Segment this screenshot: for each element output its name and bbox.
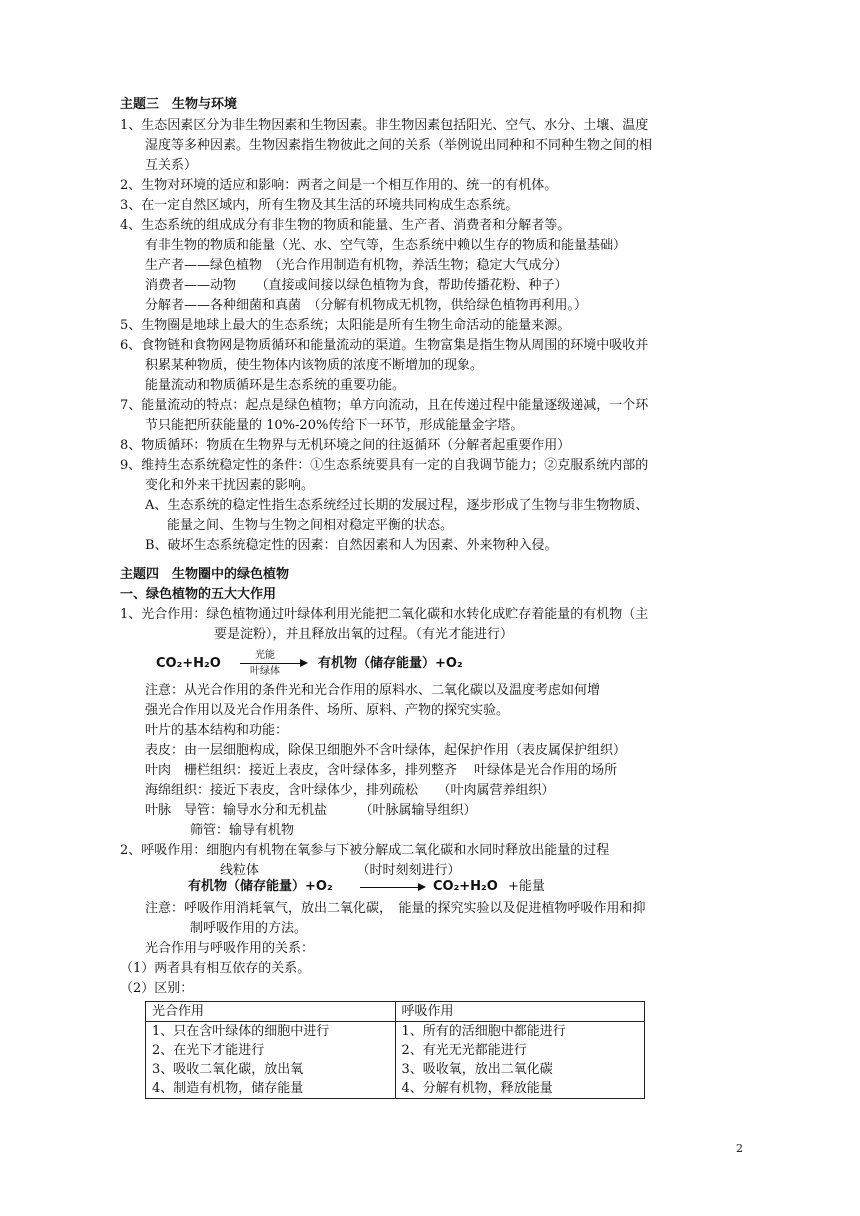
topic3-title: 主题三 生物与环境	[120, 97, 238, 112]
table-row	[146, 1022, 645, 1099]
text-line: 能量流动和物质循环是生态系统的重要功能。	[145, 378, 406, 393]
table-cell-line: 3、吸收二氧化碳，放出氧	[152, 1062, 304, 1077]
text-line: 节只能把所获能量的 10%-20%传给下一环节，形成能量金字塔。	[145, 418, 524, 433]
text-line: 积累某种物质，使生物体内该物质的浓度不断增加的现象。	[145, 358, 484, 373]
topic4-title: 主题四 生物圈中的绿色植物	[120, 567, 290, 582]
text-line: 线粒体 （时时刻刻进行）	[220, 863, 461, 878]
table-cell-line: 2、在光下才能进行	[152, 1043, 265, 1058]
table-cell	[146, 1022, 396, 1099]
arrow-head-icon	[300, 659, 308, 667]
text-line: 叶片的基本结构和功能：	[145, 723, 289, 738]
text-line: 光合作用与呼吸作用的关系：	[145, 941, 315, 956]
text-line: 1、生态因素区分为非生物因素和生物因素。非生物因素包括阳光、空气、水分、土壤、温度	[120, 118, 649, 133]
text-line: 能量之间、生物与生物之间相对稳定平衡的状态。	[167, 518, 454, 533]
equation-reactants: CO₂+H₂O	[156, 656, 221, 671]
text-line: A、生态系统的稳定性指生态系统经过长期的发展过程，逐步形成了生物与非生物物质、	[145, 498, 649, 513]
text-line: 2、生物对环境的适应和影响：两者之间是一个相互作用的、统一的有机体。	[120, 178, 558, 193]
arrow-head-icon	[418, 883, 426, 891]
text-line: 3、在一定自然区域内，所有生物及其生活的环境共同构成生态系统。	[120, 198, 519, 213]
text-line: 要是淀粉），并且释放出氧的过程。（有光才能进行）	[214, 627, 514, 642]
text-line: 叶肉 栅栏组织：接近上表皮，含叶绿体多，排列整齐 叶绿体是光合作用的场所	[145, 763, 618, 778]
equation-condition-chloroplast: 叶绿体	[250, 666, 280, 677]
text-line: 消费者——动物 （直接或间接以绿色植物为食，帮助传播花粉、种子）	[145, 278, 568, 293]
equation-condition-light: 光能	[255, 650, 275, 661]
text-line: 分解者——各种细菌和真菌 （分解有机物成无机物，供给绿色植物再利用。）	[145, 298, 588, 313]
table-cell-line: 4、分解有机物，释放能量	[401, 1081, 553, 1096]
text-line: 4、生态系统的组成成分有非生物的物质和能量、生产者、消费者和分解者等。	[120, 218, 571, 233]
table-cell-line: 1、所有的活细胞中都能进行	[401, 1024, 566, 1039]
text-line: 8、物质循环：物质在生物界与无机环境之间的往返循环（分解者起重要作用）	[120, 438, 571, 453]
text-line: 注意：呼吸作用消耗氧气，放出二氧化碳， 能量的探究实验以及促进植物呼吸作用和抑	[145, 901, 646, 916]
equation-energy: +能量	[508, 879, 545, 894]
table-cell-line: 4、制造有机物，储存能量	[152, 1081, 304, 1096]
table-header-cell: 呼吸作用	[395, 1002, 645, 1022]
table-cell-line: 3、吸收氧，放出二氧化碳	[401, 1062, 553, 1077]
equation-arrow	[360, 887, 420, 888]
table-cell-line: 1、只在含叶绿体的细胞中进行	[152, 1024, 330, 1039]
text-line: 互关系）	[145, 158, 198, 173]
text-line: 叶脉 导管：输导水分和无机盐 （叶脉属输导组织）	[145, 803, 477, 818]
equation-products: 有机物（储存能量）+O₂	[318, 656, 463, 671]
equation-arrow	[240, 663, 302, 664]
text-line: 注意：从光合作用的条件光和光合作用的原料水、二氧化碳以及温度考虑如何增	[145, 683, 601, 698]
text-line: 1、光合作用：绿色植物通过叶绿体利用光能把二氧化碳和水转化成贮存着能量的有机物（主	[120, 607, 649, 622]
text-line: 海绵组织：接近下表皮，含叶绿体少，排列疏松 （叶肉属营养组织）	[145, 783, 555, 798]
text-line: 湿度等多种因素。生物因素指生物彼此之间的关系（举例说出同种和不同种生物之间的相	[145, 138, 653, 153]
text-line: 5、生物圈是地球上最大的生态系统；太阳能是所有生物生命活动的能量来源。	[120, 318, 571, 333]
text-line: （2）区别：	[120, 981, 194, 996]
text-line: 强光合作用以及光合作用条件、场所、原料、产物的探究实验。	[145, 703, 510, 718]
table-header-cell: 光合作用	[146, 1002, 396, 1022]
text-line: 表皮：由一层细胞构成，除保卫细胞外不含叶绿体，起保护作用（表皮属保护组织）	[145, 743, 627, 758]
text-line: 筛管：输导有机物	[190, 823, 295, 838]
text-line: 变化和外来干扰因素的影响。	[145, 478, 315, 493]
table-cell	[395, 1022, 645, 1099]
comparison-table	[145, 1001, 645, 1099]
table-header-row	[146, 1002, 645, 1022]
text-line: 9、维持生态系统稳定性的条件：①生态系统要具有一定的自我调节能力；②克服系统内部的	[120, 458, 649, 473]
text-line: 有非生物的物质和能量（光、水、空气等，生态系统中赖以生存的物质和能量基础）	[145, 238, 627, 253]
equation-products: CO₂+H₂O	[433, 879, 498, 894]
text-line: （1）两者具有相互依存的关系。	[120, 961, 311, 976]
text-line: 6、食物链和食物网是物质循环和能量流动的渠道。生物富集是指生物从周围的环境中吸收并	[120, 338, 649, 353]
page-number: 2	[736, 1142, 743, 1155]
equation-reactants: 有机物（储存能量）+O₂	[188, 879, 333, 894]
table-cell-line: 2、有光无光都能进行	[401, 1043, 527, 1058]
topic4-subtitle: 一、绿色植物的五大大作用	[120, 587, 277, 602]
text-line: 制呼吸作用的方法。	[190, 921, 308, 936]
text-line: 7、能量流动的特点：起点是绿色植物；单方向流动，且在传递过程中能量逐级递减，一个环	[120, 398, 649, 413]
text-line: 2、呼吸作用：细胞内有机物在氧参与下被分解成二氧化碳和水同时释放出能量的过程	[120, 843, 610, 858]
text-line: B、破坏生态系统稳定性的因素：自然因素和人为因素、外来物种入侵。	[145, 538, 558, 553]
text-line: 生产者——绿色植物 （光合作用制造有机物，养活生物；稳定大气成分）	[145, 258, 568, 273]
